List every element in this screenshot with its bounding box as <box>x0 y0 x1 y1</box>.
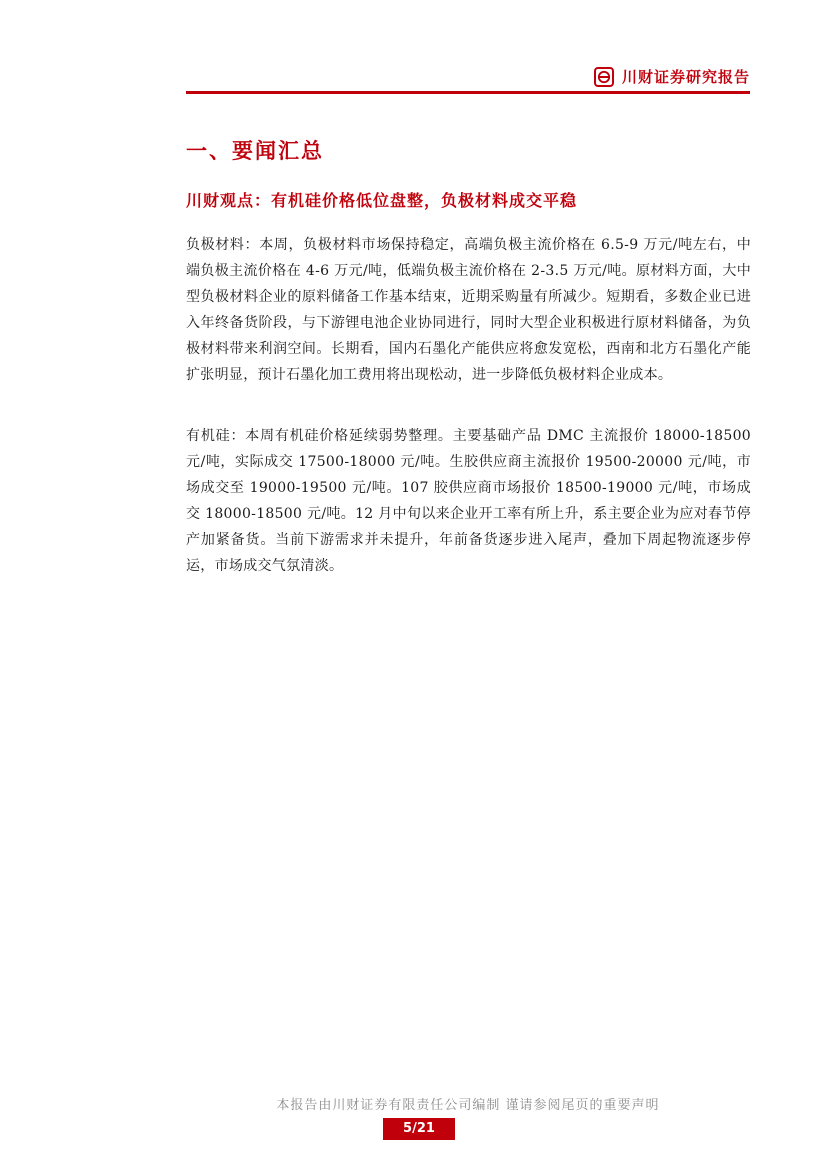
header-brand-text: 川财证券研究报告 <box>621 68 750 86</box>
chuancai-logo-icon <box>594 67 614 87</box>
header-divider <box>186 91 750 94</box>
header-brand <box>594 67 750 87</box>
paragraph-anode-materials: 负极材料：本周，负极材料市场保持稳定，高端负极主流价格在 6.5-9 万元/吨左右，中端负极主流价格在 4-6 万元/吨，低端负极主流价格在 2-3.5 万元/吨。原材料方面，大中型负极材料企业的原料储备工作基本结束，近期采购量有所减少。短期看，多数企业已进入年终备货阶段，与下游锂电池企业协同进行，同时大型企业积极进行原材料储备，为负极材料带来利润空间。长期看，国内石墨化产能供应将愈发宽松，西南和北方石墨化产能扩张明显，预计石墨化加工费用将出现松动，进一步降低负极材料企业成本。 <box>186 237 751 383</box>
page-number-badge: 5/21 <box>383 1118 455 1140</box>
page-header <box>186 64 750 90</box>
footer-disclaimer: 本报告由川财证券有限责任公司编制 谨请参阅尾页的重要声明 <box>276 1098 660 1113</box>
paragraph-organic-silicon: 有机硅：本周有机硅价格延续弱势整理。主要基础产品 DMC 主流报价 18000-18500 元/吨，实际成交 17500-18000 元/吨。生胶供应商主流报价 19500-20000 元/吨，市场成交至 19000-19500 元/吨。107 胶供应商市场报价 18500-19000 元/吨，市场成交 18000-18500 元/吨。12 月中旬以来企业开工率有所上升，系主要企业为应对春节停产加紧备货。当前下游需求并未提升，年前备货逐步进入尾声，叠加下周起物流逐步停运，市场成交气氛清淡。 <box>186 428 751 574</box>
section-subtitle: 川财观点：有机硅价格低位盘整，负极材料成交平稳 <box>186 191 578 210</box>
section-title: 一、要闻汇总 <box>186 139 324 163</box>
